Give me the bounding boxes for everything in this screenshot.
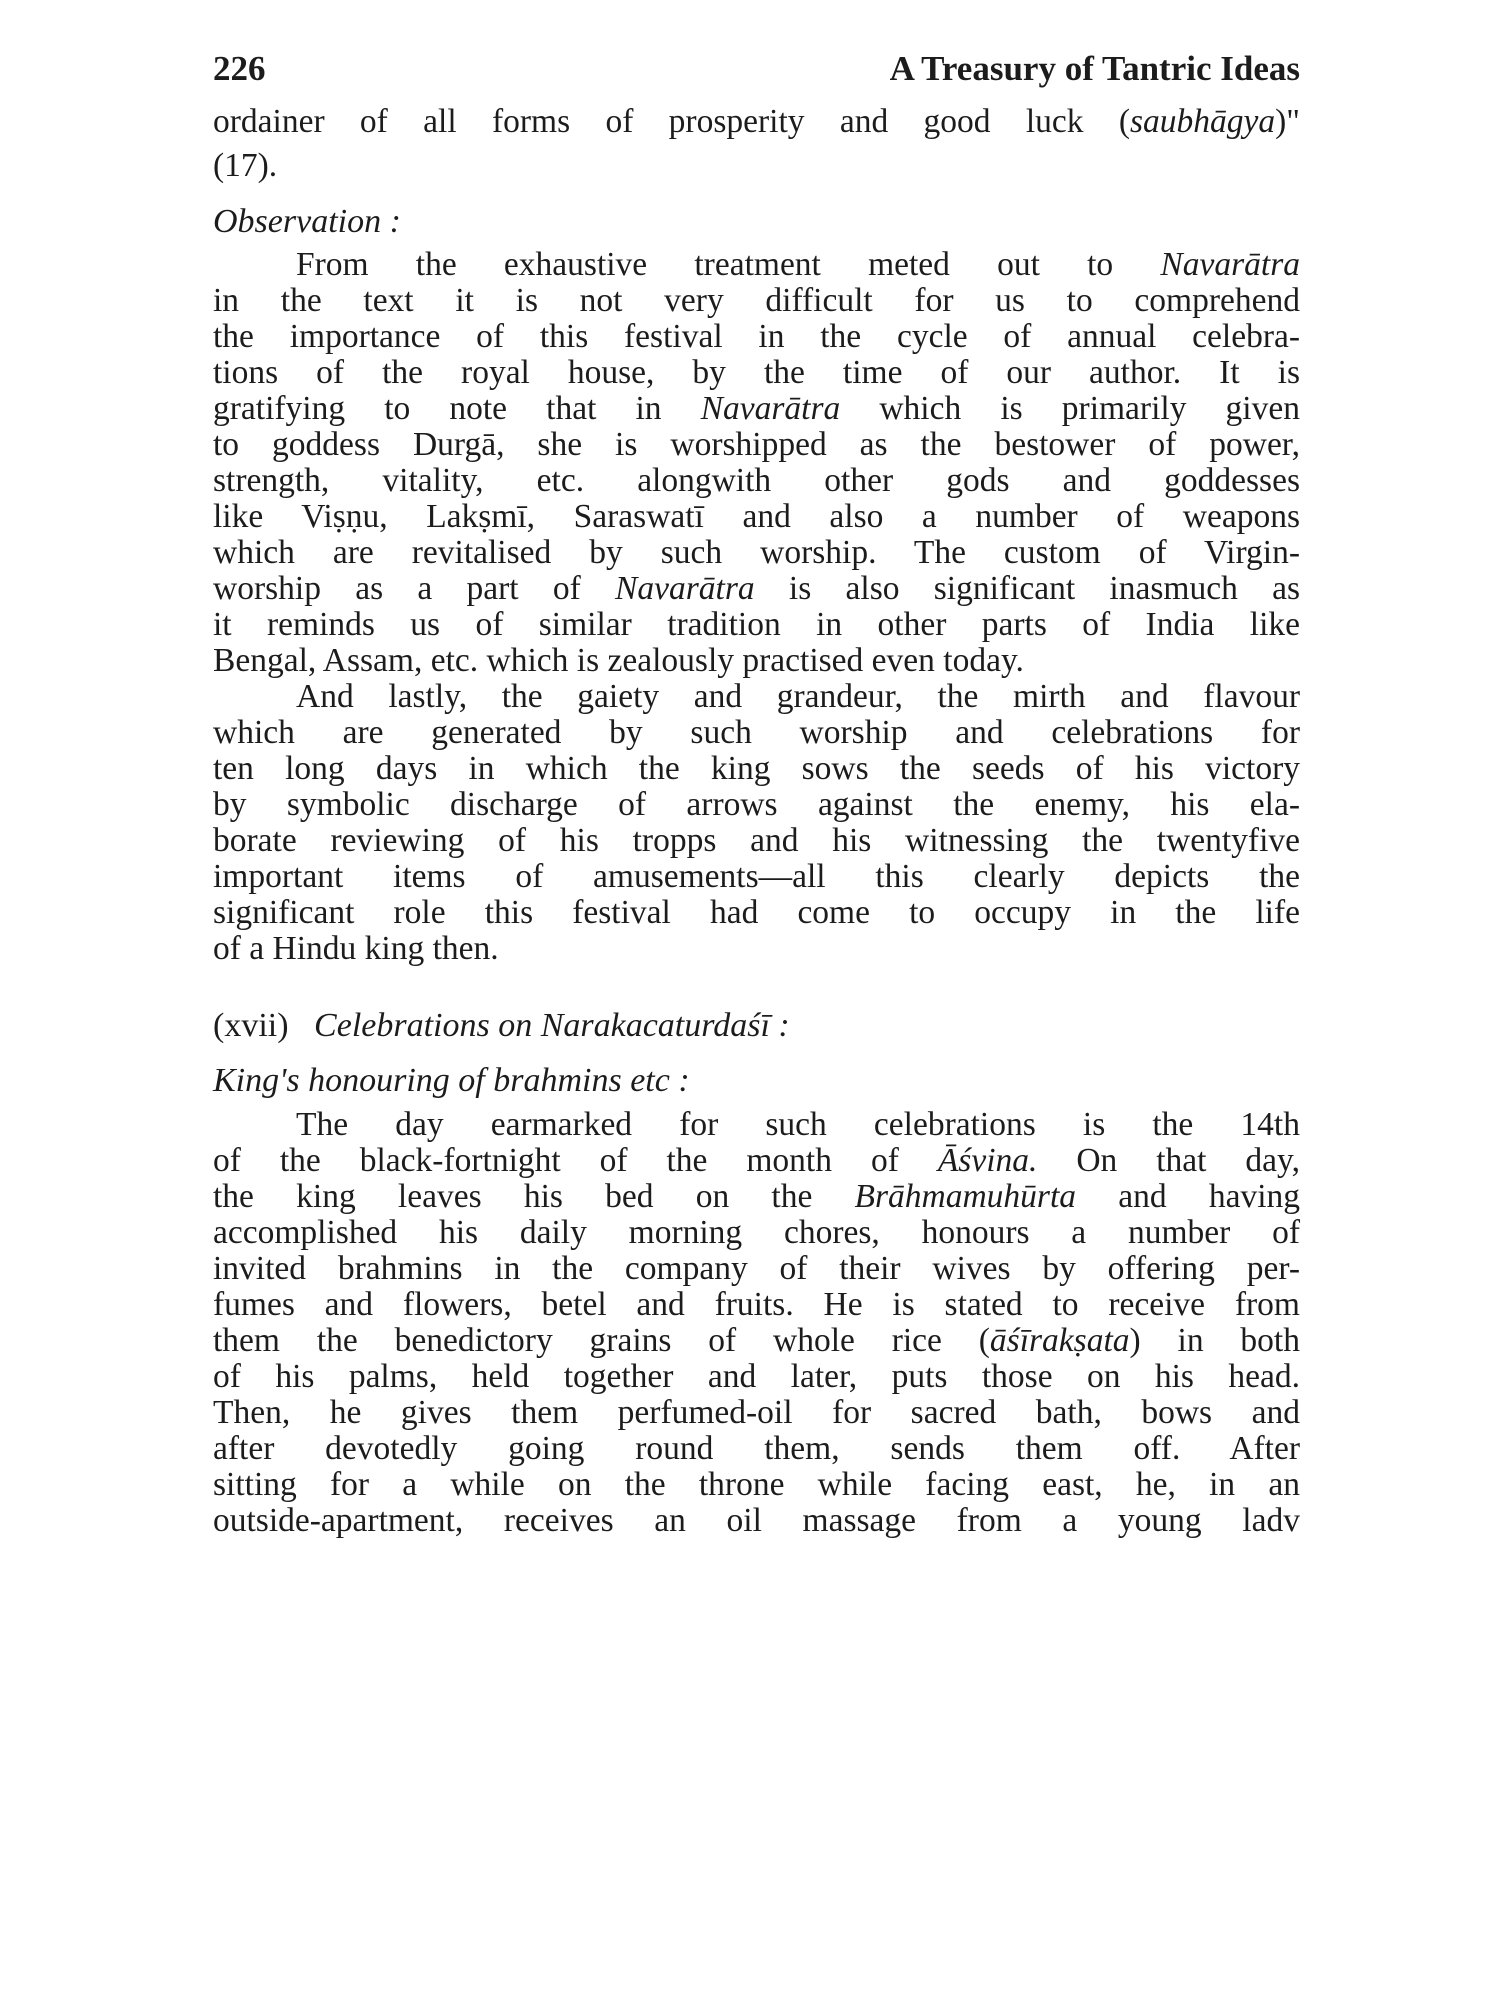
- para1-line-5: gratifying to note that in Navarātra which is primarily given: [213, 390, 1300, 427]
- para3-line-1: The day earmarked for such celebrations is the 14th: [296, 1106, 1300, 1143]
- para1-line-4: tions of the royal house, by the time of our author. It is: [213, 354, 1300, 391]
- para3-line-8: of his palms, held together and later, puts those on his head.: [213, 1358, 1300, 1395]
- para3-line-7: them the benedictory grains of whole rice (āśīrakṣata) in both: [213, 1322, 1300, 1359]
- para1-line-3: the importance of this festival in the cycle of annual celebra-: [213, 318, 1300, 355]
- para3-line-6: fumes and flowers, betel and fruits. He is stated to receive from: [213, 1286, 1300, 1323]
- intro-line-1: ordainer of all forms of prosperity and good luck (saubhāgya)": [213, 103, 1300, 140]
- para2-line-7: significant role this festival had come to occupy in the life: [213, 894, 1300, 931]
- para1-line-12: Bengal, Assam, etc. which is zealously practised even today.: [213, 642, 1024, 679]
- para2-line-4: by symbolic discharge of arrows against the enemy, his ela-: [213, 786, 1300, 823]
- para3-line-10: after devotedly going round them, sends them off. After: [213, 1430, 1300, 1467]
- term-asiraksata: āśīrakṣata: [989, 1322, 1130, 1359]
- para2-line-1: And lastly, the gaiety and grandeur, the mirth and flavour: [296, 678, 1300, 715]
- para2-line-2: which are generated by such worship and celebrations for: [213, 714, 1300, 751]
- page-header: [213, 44, 1300, 94]
- para2-line-6: important items of amusements—all this clearly depicts the: [213, 858, 1300, 895]
- intro-line-2: (17).: [213, 147, 278, 184]
- page-number: 226: [213, 49, 266, 88]
- running-head: A Treasury of Tantric Ideas: [889, 49, 1300, 88]
- para1-line-9: which are revitalised by such worship. The custom of Virgin-: [213, 534, 1300, 571]
- para2-line-8: of a Hindu king then.: [213, 930, 499, 967]
- para2-line-5: borate reviewing of his tropps and his witnessing the twentyfive: [213, 822, 1300, 859]
- section-number: (xvii): [213, 1007, 289, 1044]
- para3-line-4: accomplished his daily morning chores, honours a number of: [213, 1214, 1300, 1251]
- para1-line-6: to goddess Durgā, she is worshipped as the bestower of power,: [213, 426, 1300, 463]
- subheading: King's honouring of brahmins etc :: [213, 1062, 690, 1099]
- section-heading: [213, 1004, 790, 1048]
- term-asvina: Āśvina.: [937, 1142, 1038, 1179]
- para1-line-11: it reminds us of similar tradition in other parts of India like: [213, 606, 1300, 643]
- para3-line-9: Then, he gives them perfumed-oil for sacred bath, bows and: [213, 1394, 1300, 1431]
- term-navaratra: Navarātra: [615, 570, 755, 607]
- para3-line-11: sitting for a while on the throne while facing east, he, in an: [213, 1466, 1300, 1503]
- observation-heading: Observation :: [213, 203, 401, 240]
- para3-line-12: outside-apartment, receives an oil massage from a young ladv: [213, 1502, 1300, 1539]
- para1-line-10: worship as a part of Navarātra is also significant inasmuch as: [213, 570, 1300, 607]
- para1-line-2: in the text it is not very difficult for us to comprehend: [213, 282, 1300, 319]
- para2-line-3: ten long days in which the king sows the seeds of his victory: [213, 750, 1300, 787]
- term-navaratra: Navarātra: [700, 390, 841, 427]
- term-navaratra: Navarātra: [1160, 246, 1300, 283]
- para1-line-7: strength, vitality, etc. alongwith other gods and goddesses: [213, 462, 1300, 499]
- term-saubhagya: saubhāgya: [1130, 103, 1276, 140]
- term-brahmamuhurta: Brāhmamuhūrta: [854, 1178, 1077, 1215]
- para3-line-3: the king leaves his bed on the Brāhmamuhūrta and having: [213, 1178, 1300, 1215]
- section-title: Celebrations on Narakacaturdaśī :: [314, 1007, 790, 1044]
- para3-line-2: of the black-fortnight of the month of Āśvina. On that day,: [213, 1142, 1301, 1179]
- para1-line-1: From the exhaustive treatment meted out to Navarātra: [296, 246, 1300, 283]
- para1-line-8: like Viṣṇu, Lakṣmī, Saraswatī and also a number of weapons: [213, 498, 1300, 535]
- para3-line-5: invited brahmins in the company of their wives by offering per-: [213, 1250, 1300, 1287]
